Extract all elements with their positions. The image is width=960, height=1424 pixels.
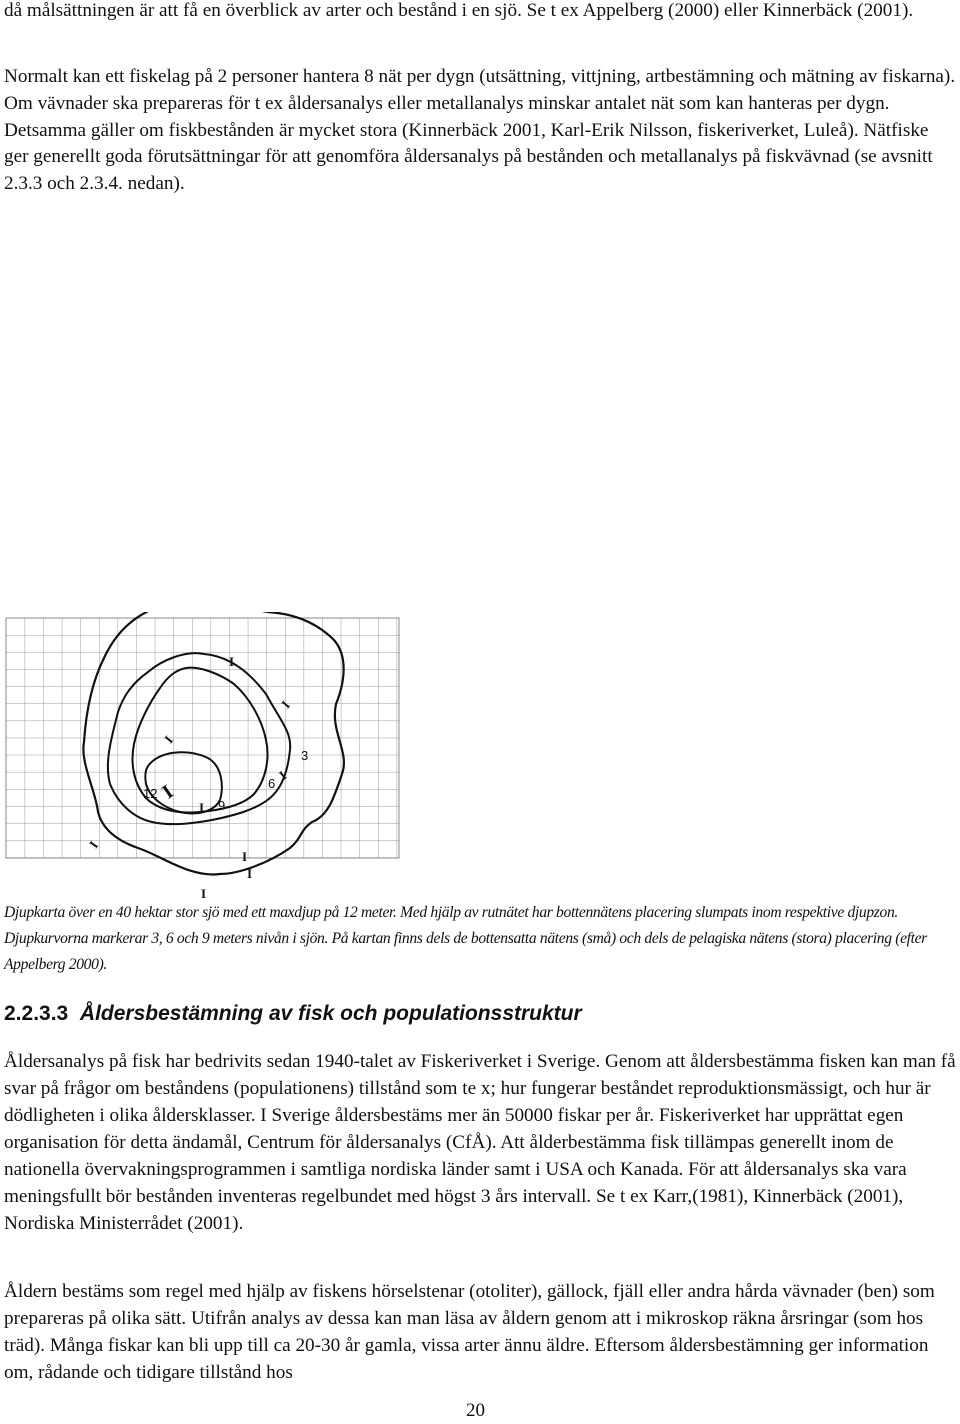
paragraph-intro-continuation: då målsättningen är att få en överblick av arter och bestånd i en sjö. Se t ex Appelberg (2000) eller Kinnerbäck (2001). xyxy=(4,0,914,21)
depth-label-6m: 6 xyxy=(268,776,276,791)
depth-label-9m: 9 xyxy=(218,798,226,813)
net-marker: I xyxy=(158,780,178,804)
section-title: Åldersbestämning av fisk och populationsstruktur xyxy=(79,1002,582,1025)
section-heading xyxy=(4,1002,956,1026)
paragraph-net-handling: Normalt kan ett fiskelag på 2 personer hantera 8 nät per dygn (utsättning, vittjning, artbestämning och mätning av fiskarna). Om vävnader ska prepareras för t ex åldersanalys eller metallanalys minskar antalet nät som kan hanteras per dygn. Detsamma gäller om fiskbestånden är mycket stora (Kinnerbäck 2001, Karl-Erik Nilsson, fiskeriverket, Luleå). Nätfiske ger generellt goda förutsättningar för att genomföra åldersanalys på bestånden och metallanalys på fiskvävnad (se avsnitt 2.3.3 och 2.3.4. nedan). xyxy=(4,66,956,195)
section-number: 2.2.3.3 xyxy=(4,1002,69,1025)
page-number: 20 xyxy=(466,1400,485,1421)
net-marker: I xyxy=(247,866,253,881)
paragraph-age-analysis: Åldersanalys på fisk har bedrivits sedan 1940-talet av Fiskeriverket i Sverige. Genom att åldersbestämma fisken kan man få svar på frågor om beståndens (populationens) tillstånd som te x; hur fungerar beståndet reproduktionsmässigt, och hur är dödligheten i olika åldersklasser. I Sverige åldersbestäms mer än 50000 fiskar per år. Fiskeriverket har upprättat egen organisation för detta ändamål, Centrum för åldersanalys (CfÅ). Att ålderbestämma fisk tillämpas generellt inom de nationella övervakningsprogrammen i samtliga nordiska länder samt i USA och Kanada. För att åldersanalys ska vara meningsfullt bör bestånden inventeras regelbundet med högst 3 års intervall. Se t ex Karr,(1981), Kinnerbäck (2001), Nordiska Ministerrådet (2001). xyxy=(4,1051,956,1234)
depth-map-figure xyxy=(0,612,420,902)
depth-label-3m: 3 xyxy=(301,748,309,763)
paragraph-age-determination: Åldern bestäms som regel med hjälp av fiskens hörselstenar (otoliter), gällock, fjäll eller andra hårda vävnader (ben) som prepareras på olika sätt. Utifrån analys av dessa kan man läsa av åldern genom att i mikroskop räkna årsringar (som hos träd). Många fiskar kan bli upp till ca 20-30 år gamla, vissa arter ännu äldre. Eftersom åldersbestämning ger information om, rådande och tidigare tillstånd hos xyxy=(4,1281,935,1383)
net-marker: I xyxy=(201,886,207,901)
net-marker: I xyxy=(85,838,102,851)
net-marker: I xyxy=(242,849,248,864)
net-marker: I xyxy=(229,654,235,669)
net-marker: I xyxy=(275,767,290,783)
net-marker: I xyxy=(161,732,176,747)
net-marker: I xyxy=(199,800,205,815)
figure-caption: Djupkarta över en 40 hektar stor sjö med ett maxdjup på 12 meter. Med hjälp av rutnätet har bottennätens placering slumpats inom respektive djupzon. Djupkurvorna markerar 3, 6 och 9 meters nivån i sjön. På kartan finns dels de bottensatta nätens (små) och dels de pelagiska nätens (stora) placering (efter Appelberg 2000). xyxy=(4,904,927,973)
net-marker: I xyxy=(278,697,293,712)
depth-label-12m: 12 xyxy=(143,786,158,801)
